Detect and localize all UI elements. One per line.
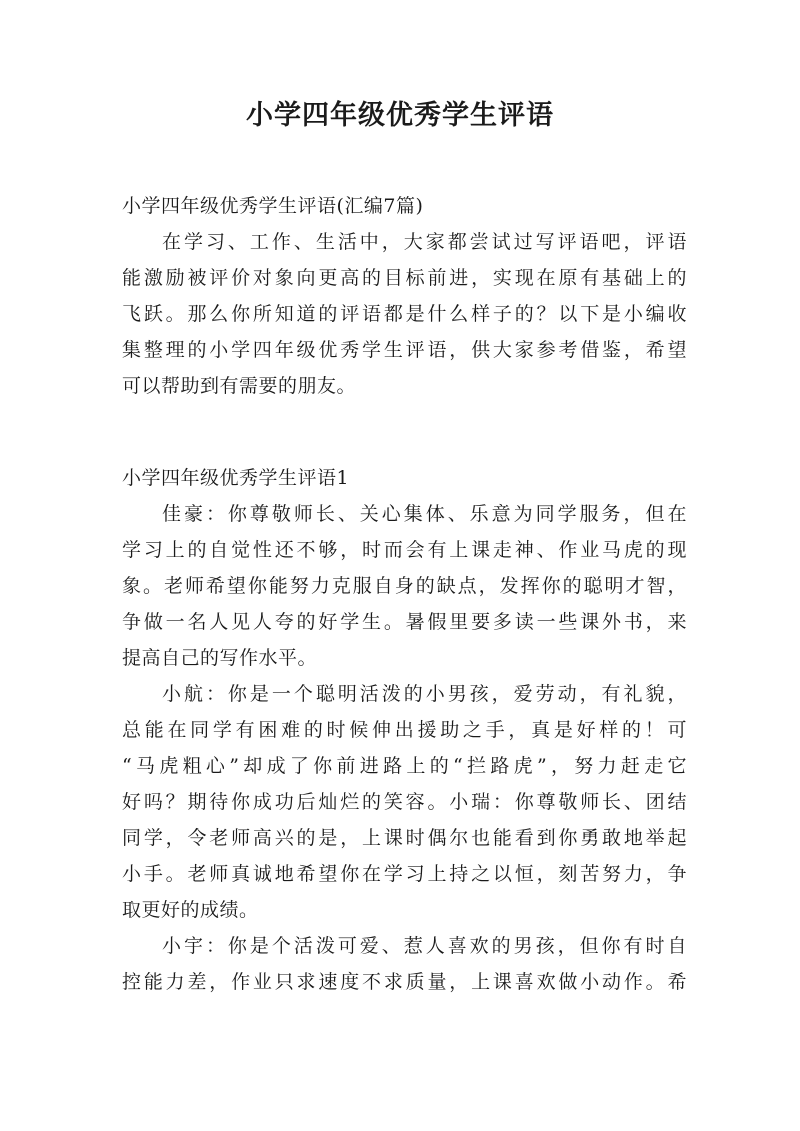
paragraph-line: “马虎粗心”却成了你前进路上的“拦路虎”，努力赶走它 <box>122 755 687 777</box>
paragraph-line: 可以帮助到有需要的朋友。 <box>122 375 357 397</box>
document-title: 小学四年级优秀学生评语 <box>246 100 554 131</box>
paragraph-line: 在学习、工作、生活中，大家都尝试过写评语吧，评语 <box>162 231 687 253</box>
paragraph-line: 象。老师希望你能努力克服自身的缺点，发挥你的聪明才智， <box>122 575 687 597</box>
paragraph-line: 好吗？期待你成功后灿烂的笑容。小瑞：你尊敬师长、团结 <box>122 791 687 813</box>
paragraph-line: 能激励被评价对象向更高的目标前进，实现在原有基础上的 <box>122 267 687 289</box>
section-heading: 小学四年级优秀学生评语1 <box>122 467 350 489</box>
paragraph-line: 总能在同学有困难的时候伸出援助之手，真是好样的！可 <box>122 719 687 741</box>
paragraph-line: 佳豪：你尊敬师长、关心集体、乐意为同学服务，但在 <box>162 503 687 525</box>
paragraph-line: 取更好的成绩。 <box>122 899 259 921</box>
comment-paragraph-xiaohang <box>122 676 687 928</box>
paragraph-line: 小宇：你是个活泼可爱、惹人喜欢的男孩，但你有时自 <box>162 935 687 957</box>
comment-paragraph-jiahao <box>122 496 687 676</box>
paragraph-line: 提高自己的写作水平。 <box>122 647 318 669</box>
intro-paragraph <box>122 224 687 404</box>
paragraph-line: 控能力差，作业只求速度不求质量，上课喜欢做小动作。希 <box>122 971 687 993</box>
paragraph-line: 同学，令老师高兴的是，上课时偶尔也能看到你勇敢地举起 <box>122 827 687 849</box>
document-subtitle: 小学四年级优秀学生评语(汇编7篇) <box>122 195 424 217</box>
paragraph-line: 集整理的小学四年级优秀学生评语，供大家参考借鉴，希望 <box>122 339 687 361</box>
paragraph-line: 小手。老师真诚地希望你在学习上持之以恒，刻苦努力，争 <box>122 863 687 885</box>
paragraph-line: 飞跃。那么你所知道的评语都是什么样子的？以下是小编收 <box>122 303 687 325</box>
comment-paragraph-xiaoyu <box>122 928 687 1000</box>
paragraph-line: 学习上的自觉性还不够，时而会有上课走神、作业马虎的现 <box>122 539 687 561</box>
section-spacer <box>122 404 687 460</box>
paragraph-line: 小航：你是一个聪明活泼的小男孩，爱劳动，有礼貌， <box>162 683 687 705</box>
document-body <box>122 188 687 1000</box>
paragraph-line: 争做一名人见人夸的好学生。暑假里要多读一些课外书，来 <box>122 611 687 633</box>
